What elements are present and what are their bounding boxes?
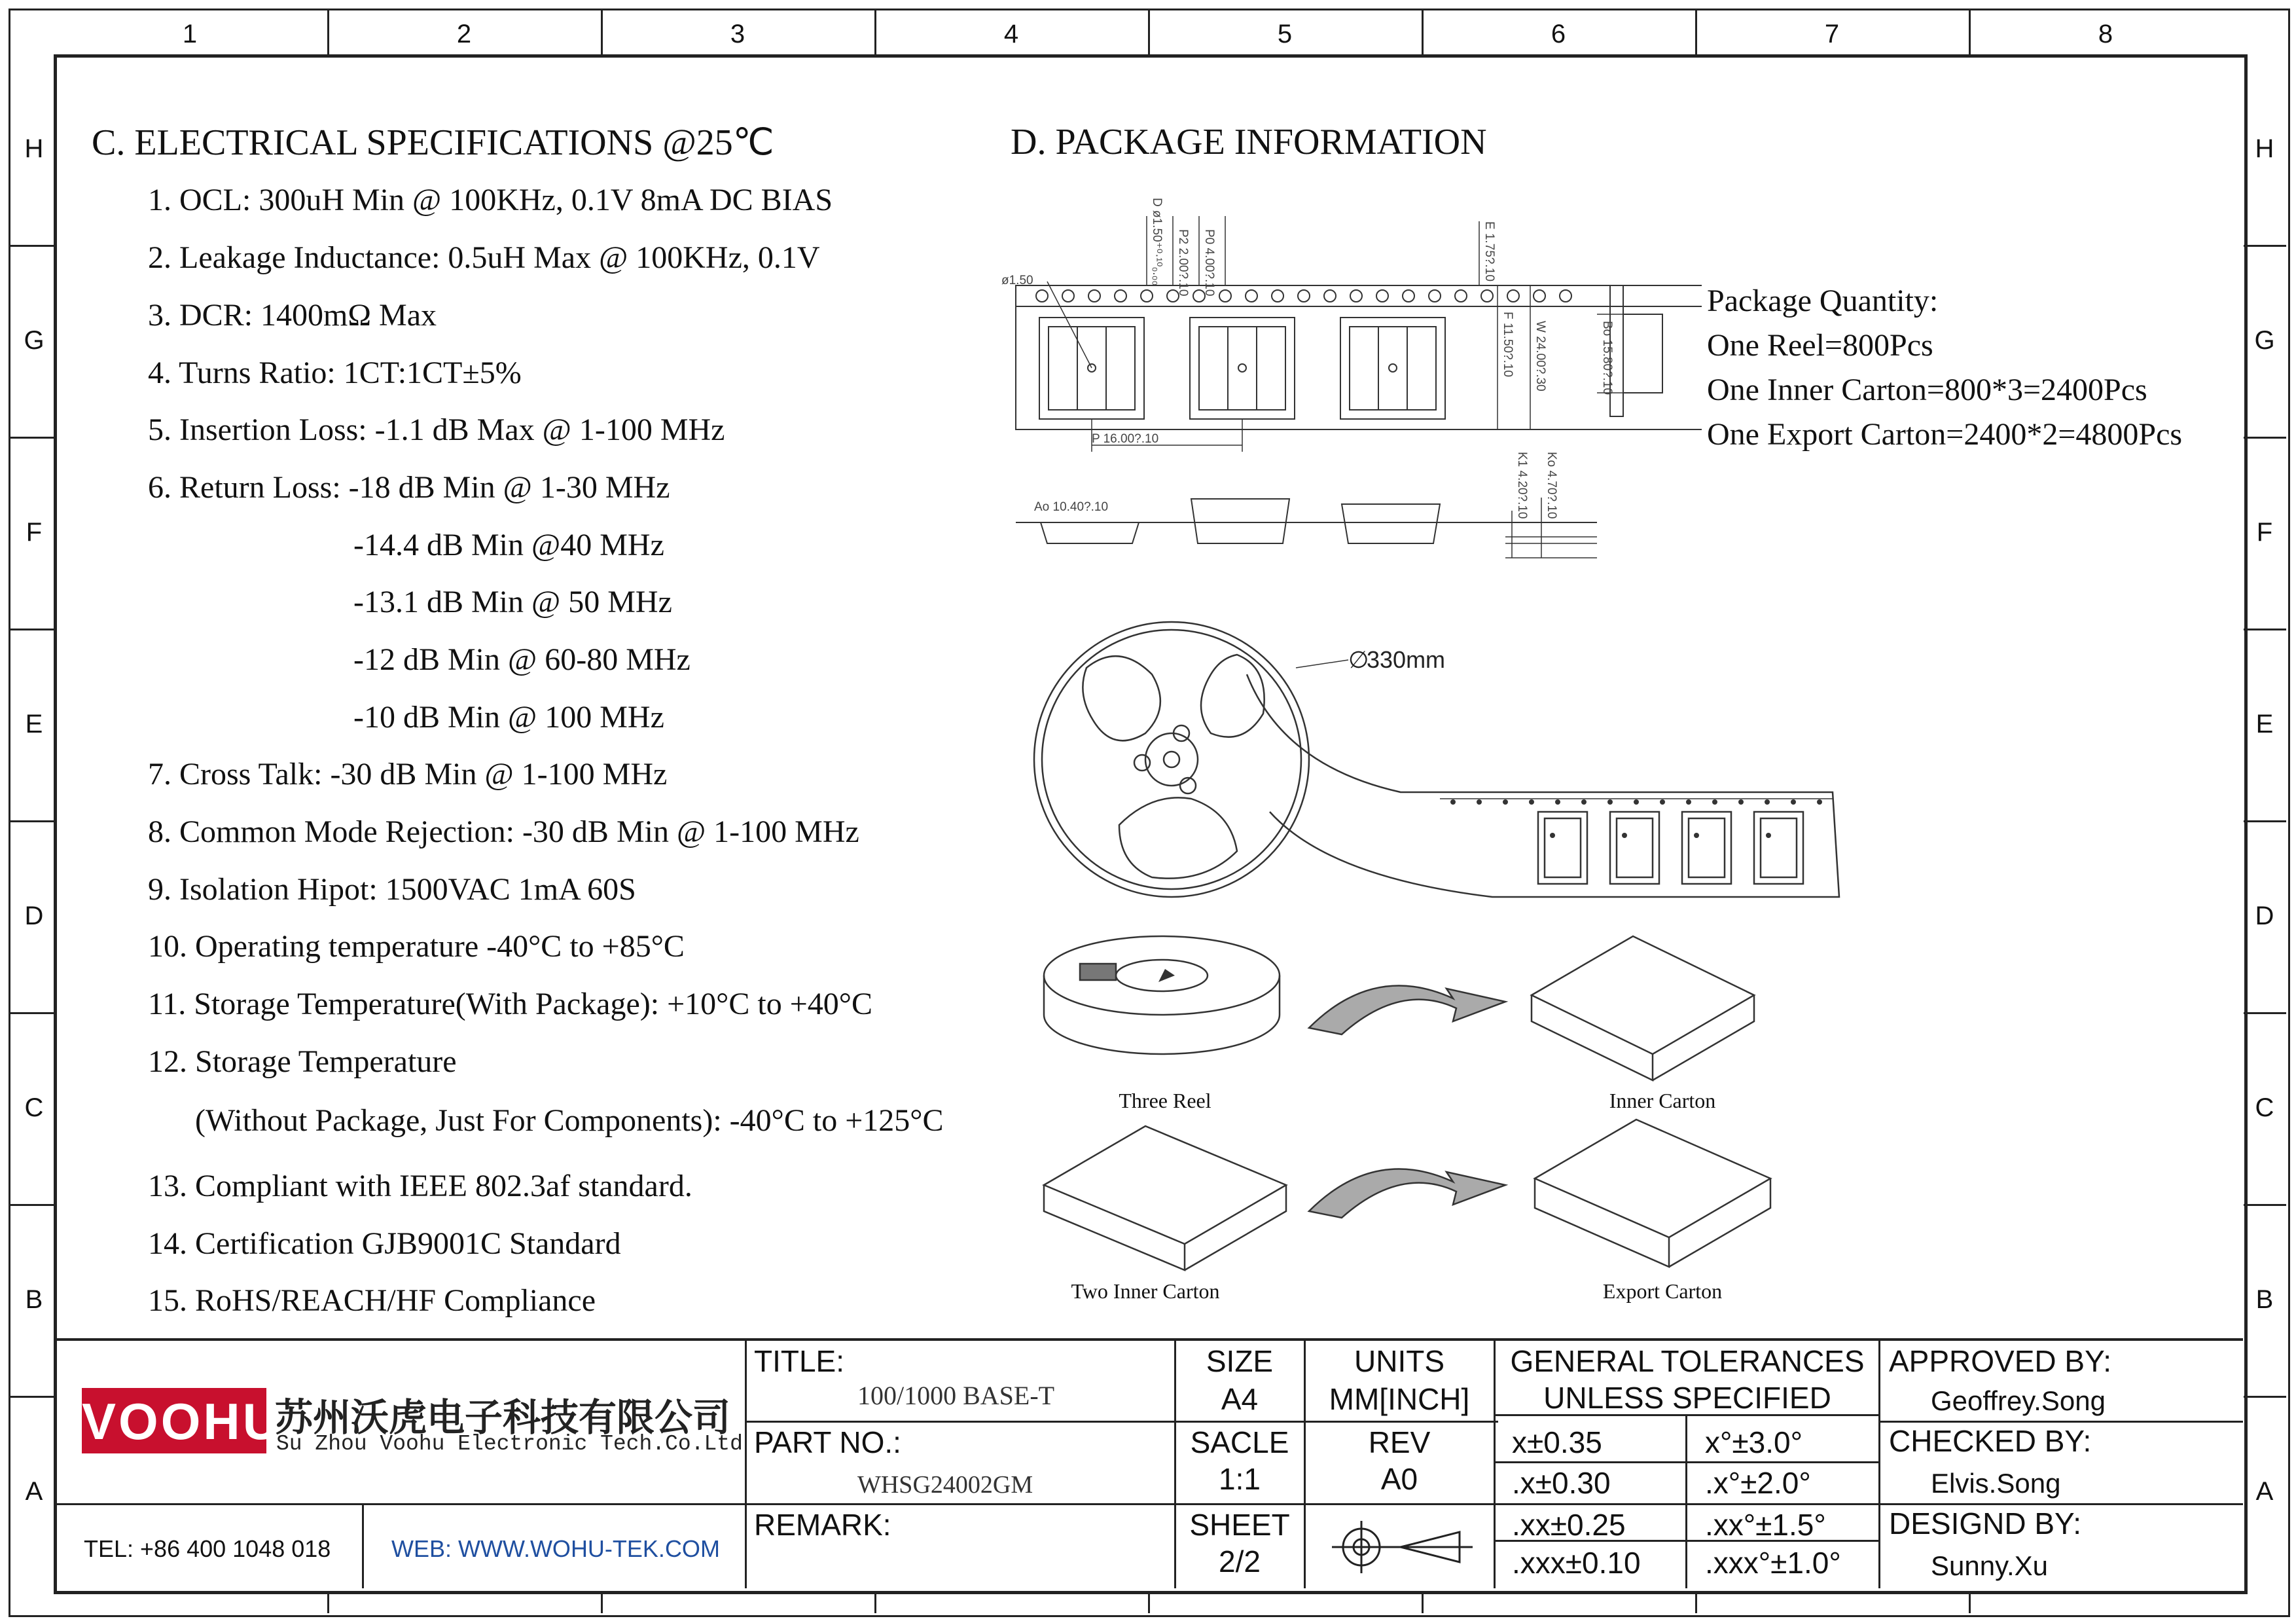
row-label: D (24, 902, 44, 930)
checked-value: Elvis.Song (1931, 1468, 2061, 1499)
title-value: 100/1000 BASE-T (857, 1381, 1055, 1410)
caption-two-inner-carton: Two Inner Carton (1071, 1279, 1220, 1303)
row-label: C (2255, 1093, 2274, 1122)
part-value: WHSG24002GM (857, 1471, 1033, 1499)
spec-item: 2. Leakage Inductance: 0.5uH Max @ 100KHz, 0.1V (148, 240, 820, 275)
tolerance-angular: .xx°±1.5° (1705, 1508, 1826, 1542)
row-label: B (2255, 1285, 2274, 1314)
tel: TEL: +86 400 1048 018 (84, 1535, 331, 1562)
row-label: E (2255, 710, 2274, 739)
quantity-title: Package Quantity: (1707, 283, 1939, 318)
sheet-value: 2/2 (1219, 1544, 1261, 1578)
dim-e: E 1.75?.10 (1482, 221, 1496, 282)
tolerance-angular: .xxx°±1.0° (1705, 1546, 1841, 1580)
scale-value: 1:1 (1219, 1462, 1261, 1496)
spec-item: 6. Return Loss: -18 dB Min @ 1-30 MHz (148, 470, 670, 505)
dim-k1: K1 4.20?.10 (1515, 452, 1529, 519)
spec-item: 3. DCR: 1400mΩ Max (148, 298, 437, 333)
row-label: G (2254, 326, 2275, 355)
dim-ko: Ko 4.70?.10 (1545, 452, 1558, 519)
size-label: SIZE (1206, 1344, 1274, 1378)
caption-export-carton: Export Carton (1602, 1279, 1723, 1303)
remark-label: REMARK: (754, 1508, 891, 1542)
column-label: 7 (1824, 20, 1840, 48)
tolerance-title: GENERAL TOLERANCES (1510, 1344, 1865, 1378)
caption-inner-carton: Inner Carton (1609, 1089, 1716, 1112)
company-name-en: Su Zhou Voohu Electronic Tech.Co.Ltd (276, 1432, 743, 1456)
dim-bo: Bo 15.80?.10 (1600, 321, 1614, 395)
spec-item: 15. RoHS/REACH/HF Compliance (148, 1283, 596, 1318)
row-label: F (26, 518, 43, 547)
dim-p2: P2 2.00?.10 (1176, 229, 1190, 297)
checked-label: CHECKED BY: (1889, 1424, 2092, 1458)
spec-item: 4. Turns Ratio: 1CT:1CT±5% (148, 356, 522, 390)
quantity-line: One Export Carton=2400*2=4800Pcs (1707, 417, 2183, 452)
spec-item: 5. Insertion Loss: -1.1 dB Max @ 1-100 MHz (148, 412, 725, 447)
company-logo (82, 1388, 283, 1453)
package-heading: D. PACKAGE INFORMATION (1011, 122, 1487, 162)
row-label: H (2255, 134, 2274, 163)
spec-item: 9. Isolation Hipot: 1500VAC 1mA 60S (148, 872, 636, 907)
scale-label: SACLE (1190, 1425, 1289, 1459)
dim-d: D ø1.50⁺⁰·¹⁰₀.₀₀ (1150, 198, 1164, 286)
projection-symbol-icon (1322, 1518, 1479, 1577)
units-value: MM[INCH] (1329, 1382, 1470, 1416)
spec-item: 1. OCL: 300uH Min @ 100KHz, 0.1V 8mA DC BIAS (148, 183, 833, 217)
rev-label: REV (1368, 1425, 1431, 1459)
column-label: 3 (730, 20, 745, 48)
rev-value: A0 (1380, 1462, 1418, 1496)
designed-label: DESIGND BY: (1889, 1506, 2081, 1541)
carrier-tape-drawing (916, 190, 1702, 583)
spec-item: -13.1 dB Min @ 50 MHz (353, 585, 672, 619)
quantity-line: One Reel=800Pcs (1707, 328, 1933, 363)
tolerance-linear: x±0.35 (1512, 1425, 1602, 1459)
tolerance-linear: .x±0.30 (1512, 1466, 1611, 1500)
caption-three-reel: Three Reel (1119, 1089, 1211, 1112)
row-label: C (24, 1093, 44, 1122)
spec-item: 14. Certification GJB9001C Standard (148, 1226, 621, 1261)
dim-p: P 16.00?.10 (1092, 432, 1159, 446)
spec-item: 7. Cross Talk: -30 dB Min @ 1-100 MHz (148, 757, 668, 792)
title-label: TITLE: (754, 1344, 845, 1378)
quantity-line: One Inner Carton=800*3=2400Pcs (1707, 373, 2147, 407)
column-label: 5 (1277, 20, 1293, 48)
spec-item: 13. Compliant with IEEE 802.3af standard. (148, 1169, 692, 1203)
row-label: E (25, 710, 43, 739)
designed-value: Sunny.Xu (1931, 1550, 2049, 1581)
spec-item: 10. Operating temperature -40°C to +85°C (148, 929, 685, 964)
dim-ao: Ao 10.40?.10 (1034, 500, 1109, 514)
row-label: H (24, 134, 44, 163)
diameter-icon: ∅ (1348, 646, 1369, 673)
dim-w: W 24.00?.30 (1534, 321, 1547, 392)
part-label: PART NO.: (754, 1425, 901, 1459)
spec-item: 8. Common Mode Rejection: -30 dB Min @ 1-100 MHz (148, 814, 859, 849)
approved-label: APPROVED BY: (1889, 1344, 2112, 1378)
tolerance-linear: .xx±0.25 (1512, 1508, 1626, 1542)
column-label: 4 (1003, 20, 1019, 48)
row-label: A (25, 1477, 43, 1506)
spec-item: 11. Storage Temperature(With Package): +10°C to +40°C (148, 987, 872, 1021)
dim-f: F 11.50?.10 (1501, 312, 1515, 378)
column-label: 6 (1551, 20, 1566, 48)
row-label: B (25, 1285, 43, 1314)
row-label: F (2256, 518, 2273, 547)
electrical-heading: C. ELECTRICAL SPECIFICATIONS @25℃ (92, 122, 774, 163)
column-label: 1 (182, 20, 198, 48)
web-link[interactable]: WEB: WWW.WOHU-TEK.COM (391, 1535, 720, 1562)
sheet-label: SHEET (1189, 1508, 1290, 1542)
reel-diameter: 330mm (1367, 646, 1446, 673)
tolerance-angular: x°±3.0° (1705, 1425, 1803, 1459)
spec-item: -10 dB Min @ 100 MHz (353, 700, 664, 735)
approved-value: Geoffrey.Song (1931, 1385, 2106, 1416)
spec-item: -14.4 dB Min @40 MHz (353, 528, 664, 562)
spec-item: (Without Package, Just For Components): -40°C to +125°C (195, 1103, 944, 1138)
tolerance-subtitle: UNLESS SPECIFIED (1543, 1381, 1831, 1415)
company-name-cn: 苏州沃虎电子科技有限公司 (275, 1396, 731, 1439)
units-label: UNITS (1354, 1344, 1444, 1378)
reel-drawing (1021, 602, 1859, 917)
column-label: 2 (456, 20, 472, 48)
spec-item: 12. Storage Temperature (148, 1044, 457, 1079)
column-label: 8 (2098, 20, 2113, 48)
row-label: G (24, 326, 45, 355)
spec-item: -12 dB Min @ 60-80 MHz (353, 642, 691, 677)
tolerance-angular: .x°±2.0° (1705, 1466, 1811, 1500)
row-label: A (2255, 1477, 2274, 1506)
dim-hole: ø1.50 (1001, 274, 1033, 287)
size-value: A4 (1221, 1382, 1259, 1416)
dim-p0: P0 4.00?.10 (1202, 229, 1216, 297)
logo-text: VOOHU (82, 1393, 283, 1450)
row-label: D (2255, 902, 2274, 930)
tolerance-linear: .xxx±0.10 (1512, 1546, 1641, 1580)
